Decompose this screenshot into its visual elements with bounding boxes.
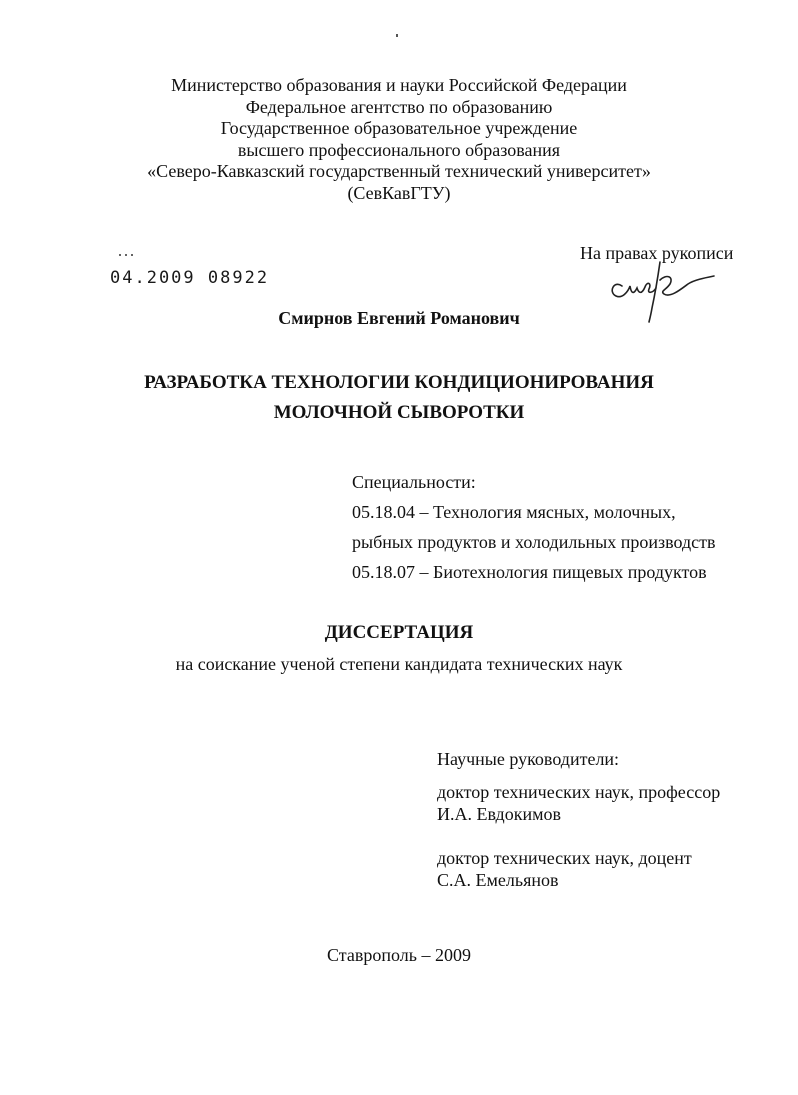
advisor-2-name: С.А. Емельянов [437,870,559,890]
stamp-dots [118,253,136,257]
specialty-line-1: 05.18.04 – Технология мясных, молочных, [352,502,676,522]
author-name: Смирнов Евгений Романович [278,308,520,328]
city-year: Ставрополь – 2009 [327,945,471,965]
title-line-1: РАЗРАБОТКА ТЕХНОЛОГИИ КОНДИЦИОНИРОВАНИЯ [144,372,654,393]
dissertation-title [0,368,798,428]
header-line-agency: Федеральное агентство по образованию [245,96,553,117]
advisor-1-degree: доктор технических наук, профессор [437,782,721,802]
manuscript-rights-note: На правах рукописи [580,243,734,263]
header-line-institution-type: Государственное образовательное учреждение [220,118,578,138]
header-line-abbreviation: (СевКавГТУ) [347,182,451,203]
advisors-heading: Научные руководители: [437,749,620,769]
specialties-heading: Специальности: [352,472,476,492]
header-line-education-level: высшего профессионального образования [237,139,561,160]
scan-mark [396,34,398,37]
degree-subtitle: на соискание ученой степени кандидата технических наук [175,654,623,674]
document-type-heading: ДИССЕРТАЦИЯ [324,622,474,643]
advisor-2-degree: доктор технических наук, доцент [437,848,692,868]
header-line-university: «Северо-Кавказский государственный технический университет» [147,161,651,181]
specialties-block [352,467,716,587]
specialty-line-3: 05.18.07 – Биотехнология пищевых продуктов [352,562,707,582]
institution-header [0,75,798,204]
library-stamp-number: 04.2009 08922 [110,268,270,288]
title-line-2: МОЛОЧНОЙ СЫВОРОТКИ [273,402,525,423]
header-line-ministry: Министерство образования и науки Российской Федерации [171,75,627,95]
advisor-1-name: И.А. Евдокимов [437,804,561,824]
specialty-line-2: рыбных продуктов и холодильных производств [352,532,716,552]
scientific-advisors-block [437,748,720,891]
